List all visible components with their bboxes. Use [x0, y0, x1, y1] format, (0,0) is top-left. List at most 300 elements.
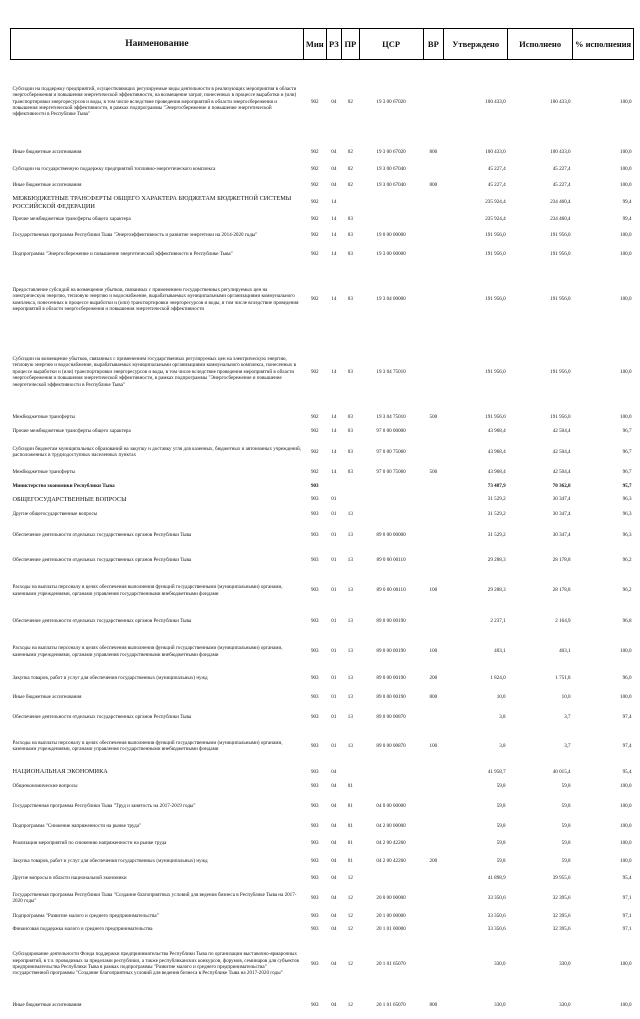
cell-rz: 04: [331, 913, 337, 920]
cell-rz: 01: [331, 693, 337, 700]
cell-pr: 13: [347, 675, 353, 682]
cell-name: Министерство экономики Республики Тыва: [12, 482, 115, 489]
cell-percent: 100,0: [620, 858, 632, 865]
table-row: [11, 609, 634, 634]
cell-approved: 59,8: [496, 858, 506, 865]
cell-pr: 12: [347, 926, 353, 933]
cell-executed: 2 164,9: [555, 617, 571, 624]
cell-pr: 03: [347, 413, 353, 420]
cell-pr: 01: [347, 839, 353, 846]
cell-executed: 59,8: [561, 839, 571, 846]
cell-min: 902: [310, 216, 319, 223]
cell-executed: 10,0: [561, 693, 571, 700]
cell-executed: 100 433,0: [550, 98, 571, 105]
cell-rz: 04: [331, 768, 337, 775]
table-body: [11, 60, 634, 1019]
cell-rz: 01: [331, 675, 337, 682]
cell-approved: 2 237,1: [490, 617, 506, 624]
cell-name: Государственная программа Республики Тыва "Труд и занятость на 2017-2019 годы": [12, 802, 196, 809]
cell-pr: [342, 193, 360, 213]
cell-csr: 89 0 00 00870: [376, 742, 406, 749]
cell-executed: 32 395,6: [552, 926, 571, 933]
table-row: [11, 244, 634, 265]
cell-min: 903: [310, 822, 319, 829]
cell-executed: 3,7: [564, 713, 571, 720]
cell-min: 903: [310, 617, 319, 624]
cell-name: Иные бюджетные ассигнования: [12, 1001, 82, 1008]
cell-vr: 200: [429, 858, 438, 865]
table-row: [11, 265, 634, 335]
table-row: [11, 573, 634, 609]
cell-executed: 234 460,4: [550, 216, 571, 223]
cell-approved: 41 958,7: [487, 768, 506, 775]
cell-pr: 13: [347, 648, 353, 655]
cell-vr: 800: [429, 693, 438, 700]
cell-percent: 97,1: [622, 926, 632, 933]
cell-vr: [423, 886, 444, 911]
cell-min: 902: [310, 469, 319, 476]
cell-vr: [423, 493, 444, 507]
col-header-pr: ПР: [342, 29, 360, 60]
cell-csr: 89 0 00 00000: [376, 531, 406, 538]
cell-executed: 39 955,6: [552, 874, 571, 881]
cell-csr: 20 1 01 00000: [376, 926, 406, 933]
cell-min: 903: [310, 531, 319, 538]
cell-vr: [423, 765, 444, 780]
cell-vr: 800: [429, 1001, 438, 1008]
cell-csr: 19 3 00 67020: [376, 98, 406, 105]
cell-csr: 20 1 01 65070: [376, 960, 406, 967]
cell-percent: 99,4: [622, 216, 632, 223]
cell-min: 902: [310, 231, 319, 238]
cell-pr: 03: [347, 216, 353, 223]
table-row: [11, 335, 634, 410]
cell-approved: 43 968,4: [487, 448, 506, 455]
cell-name: Государственная программа Республики Тыва "Создание благоприятных условий для ведения бизнеса в Республике Тыва на 2017-2020 годы": [12, 891, 297, 904]
cell-name: Государственная программа Республики Тыва "Энергоэффективность и развитие энергетики на 2014-2020 годы": [12, 231, 258, 238]
cell-percent: 100,0: [620, 165, 632, 172]
cell-approved: 45 227,4: [487, 181, 506, 188]
cell-name: Субсидирование деятельности Фонда поддержки предпринимательства Республики Тыва по организации выставочно-ярмарочных мероприятий, в т.ч. проводимых за пределами республики, а также республиканских конкурсов, форумов, семинаров для субъектов предпринимательства Республики Тыва в рамках подпрограммы "Развитие малого и среднего предпринимательства" государственной программы "Создание благоприятных условий для ведения бизнеса в Республике Тыва на 2017-2020 годы": [12, 951, 299, 977]
cell-min: 902: [310, 368, 319, 375]
cell-vr: [423, 227, 444, 244]
cell-rz: 04: [331, 181, 337, 188]
cell-name: Субсидии бюджетам муниципальных образований на закупку и доставку угля для казенных, бюджетных и автономных учреждений, расположенных в труднодоступных населенных пунктах: [12, 445, 302, 458]
cell-percent: 100,0: [620, 802, 632, 809]
col-header-min: Мин: [303, 29, 326, 60]
cell-executed: 191 956,0: [550, 413, 571, 420]
cell-approved: 59,8: [496, 822, 506, 829]
cell-approved: 59,8: [496, 802, 506, 809]
cell-vr: [423, 609, 444, 634]
cell-executed: 59,8: [561, 858, 571, 865]
cell-percent: 96,7: [622, 448, 632, 455]
cell-pr: 03: [347, 296, 353, 303]
cell-rz: 14: [331, 428, 337, 435]
cell-approved: 191 956,0: [485, 231, 506, 238]
cell-pr: 03: [347, 231, 353, 238]
cell-executed: 59,8: [561, 822, 571, 829]
cell-name: Закупка товаров, работ и услуг для обеспечения государственных (муниципальных) нужд: [12, 858, 208, 865]
cell-pr: 13: [347, 713, 353, 720]
cell-vr: [423, 193, 444, 213]
cell-executed: 70 362,8: [552, 482, 571, 489]
cell-percent: 96,3: [622, 511, 632, 518]
table-row: [11, 410, 634, 425]
table-row: [11, 213, 634, 227]
table-row: [11, 523, 634, 548]
cell-vr: [423, 819, 444, 834]
cell-csr: 19 3 00 67020: [376, 148, 406, 155]
cell-csr: 19 3 04 00000: [376, 296, 406, 303]
table-row: [11, 493, 634, 507]
cell-vr: 100: [429, 648, 438, 655]
cell-csr: [359, 507, 423, 523]
cell-csr: [359, 780, 423, 794]
table-row: [11, 507, 634, 523]
cell-executed: 100 433,0: [550, 148, 571, 155]
cell-pr: [342, 493, 360, 507]
cell-executed: 1 751,8: [555, 675, 571, 682]
cell-executed: 191 956,0: [550, 231, 571, 238]
cell-vr: [423, 480, 444, 493]
cell-pr: 12: [347, 913, 353, 920]
cell-rz: 14: [331, 413, 337, 420]
cell-min: 903: [310, 742, 319, 749]
col-header-csr: ЦСР: [359, 29, 423, 60]
cell-pr: [342, 765, 360, 780]
cell-approved: 59,8: [496, 839, 506, 846]
cell-executed: 59,8: [561, 802, 571, 809]
cell-executed: 3,7: [564, 742, 571, 749]
cell-name: Обеспечение деятельности отдельных государственных органов Республики Тыва: [12, 713, 192, 720]
cell-vr: 100: [429, 587, 438, 594]
cell-name: Финансовая поддержка малого и среднего предпринимательства: [12, 926, 153, 933]
cell-approved: 100 433,0: [485, 98, 506, 105]
cell-vr: [423, 335, 444, 410]
cell-executed: 30 347,4: [552, 531, 571, 538]
cell-pr: [342, 480, 360, 493]
cell-approved: 235 924,4: [485, 199, 506, 206]
cell-csr: 04 0 00 00000: [376, 802, 406, 809]
cell-name: Иные бюджетные ассигнования: [12, 181, 82, 188]
cell-pr: 13: [347, 742, 353, 749]
cell-vr: 800: [429, 181, 438, 188]
cell-name: ОБЩЕГОСУДАРСТВЕННЫЕ ВОПРОСЫ: [12, 495, 127, 503]
table-row: [11, 728, 634, 765]
cell-min: 903: [310, 802, 319, 809]
cell-rz: 04: [331, 874, 337, 881]
cell-approved: 45 227,4: [487, 165, 506, 172]
table-row: [11, 60, 634, 144]
cell-rz: 04: [331, 1001, 337, 1008]
cell-rz: 14: [331, 448, 337, 455]
table-row: [11, 853, 634, 871]
table-row: [11, 548, 634, 573]
table-row: [11, 161, 634, 178]
cell-rz: 01: [331, 511, 337, 518]
cell-name: Расходы на выплаты персоналу в целях обеспечения выполнения функций государственными (муниципальными) органами, казенными учреждениями, органами управления государственными внебюджетными фондами: [12, 645, 283, 658]
cell-percent: 100,0: [620, 1001, 632, 1008]
cell-vr: [423, 523, 444, 548]
cell-pr: 13: [347, 556, 353, 563]
cell-approved: 29 288,3: [487, 587, 506, 594]
cell-rz: 04: [331, 858, 337, 865]
cell-csr: 89 0 00 00190: [376, 693, 406, 700]
cell-name: Закупка товаров, работ и услуг для обеспечения государственных (муниципальных) нужд: [12, 675, 208, 682]
cell-vr: [423, 794, 444, 819]
cell-min: 902: [310, 413, 319, 420]
table-row: [11, 911, 634, 923]
cell-min: 902: [310, 428, 319, 435]
cell-percent: 97,1: [622, 913, 632, 920]
table-row: [11, 765, 634, 780]
cell-pr: 01: [347, 822, 353, 829]
cell-percent: 96,3: [622, 531, 632, 538]
cell-rz: 01: [331, 531, 337, 538]
cell-csr: 89 0 00 00110: [376, 556, 406, 563]
col-header-rz: РЗ: [326, 29, 341, 60]
cell-name: Подпрограмма "Энергосбережение и повышение энергетической эффективности в Республике Тыва": [12, 250, 233, 257]
cell-vr: 800: [429, 148, 438, 155]
cell-vr: 500: [429, 469, 438, 476]
cell-min: 903: [310, 482, 319, 489]
cell-pr: 03: [347, 428, 353, 435]
cell-name: Иные бюджетные ассигнования: [12, 148, 82, 155]
cell-name: Подпрограмма "Снижение напряженности на рынке труда": [12, 822, 142, 829]
cell-vr: [423, 548, 444, 573]
cell-vr: [423, 439, 444, 466]
cell-executed: 32 395,6: [552, 894, 571, 901]
cell-name: Прочие межбюджетные трансферты общего характера: [12, 428, 131, 435]
cell-pr: 13: [347, 587, 353, 594]
cell-executed: 28 178,8: [552, 556, 571, 563]
table-row: [11, 707, 634, 728]
cell-csr: 89 0 00 00190: [376, 675, 406, 682]
cell-approved: 43 968,4: [487, 469, 506, 476]
cell-pr: 03: [347, 250, 353, 257]
table-row: [11, 439, 634, 466]
cell-rz: 01: [331, 713, 337, 720]
cell-pr: 01: [347, 802, 353, 809]
cell-rz: 14: [331, 216, 337, 223]
cell-vr: [423, 244, 444, 265]
cell-approved: 191 956,0: [485, 250, 506, 257]
cell-name: Обеспечение деятельности отдельных государственных органов Республики Тыва: [12, 531, 192, 538]
cell-name: Расходы на выплаты персоналу в целях обеспечения выполнения функций государственными (муниципальными) органами, казенными учреждениями, органами управления государственными внебюджетными фондами: [12, 739, 283, 752]
cell-percent: 100,0: [620, 960, 632, 967]
cell-pr: 03: [347, 368, 353, 375]
cell-csr: 04 2 00 42260: [376, 839, 406, 846]
cell-name: Подпрограмма "Развитие малого и среднего предпринимательства": [12, 913, 159, 920]
cell-csr: 19 3 04 75010: [376, 413, 406, 420]
cell-csr: 89 0 00 00190: [376, 648, 406, 655]
cell-vr: [423, 425, 444, 439]
cell-min: 902: [310, 98, 319, 105]
cell-percent: 97,4: [622, 742, 632, 749]
cell-vr: [423, 707, 444, 728]
cell-min: 903: [310, 768, 319, 775]
cell-csr: 97 0 00 75060: [376, 448, 406, 455]
col-header-executed: Исполнено: [508, 29, 573, 60]
cell-min: 903: [310, 839, 319, 846]
cell-min: 903: [310, 858, 319, 865]
cell-vr: [423, 923, 444, 937]
cell-executed: 42 504,4: [552, 428, 571, 435]
cell-rz: 14: [331, 231, 337, 238]
cell-rz: [326, 480, 341, 493]
cell-approved: 100 433,0: [485, 148, 506, 155]
cell-pr: 02: [347, 181, 353, 188]
cell-executed: 191 956,0: [550, 250, 571, 257]
cell-name: Иные бюджетные ассигнования: [12, 693, 82, 700]
cell-min: 903: [310, 1001, 319, 1008]
cell-percent: 97,1: [622, 894, 632, 901]
cell-vr: [423, 871, 444, 886]
cell-percent: 95,4: [622, 768, 632, 775]
cell-csr: [359, 765, 423, 780]
cell-approved: 43 968,4: [487, 428, 506, 435]
cell-min: 903: [310, 960, 319, 967]
table-row: [11, 634, 634, 670]
cell-percent: 100,0: [620, 250, 632, 257]
table-row: [11, 834, 634, 853]
cell-percent: 100,0: [620, 368, 632, 375]
cell-approved: 403,1: [494, 648, 506, 655]
cell-csr: 19 3 00 67040: [376, 181, 406, 188]
cell-executed: 30 347,4: [552, 511, 571, 518]
cell-percent: 96,2: [622, 556, 632, 563]
cell-approved: 191 956,0: [485, 368, 506, 375]
cell-executed: 45 227,4: [552, 165, 571, 172]
table-row: [11, 923, 634, 937]
cell-percent: 96,3: [622, 496, 632, 503]
table-row: [11, 794, 634, 819]
cell-approved: 41 898,9: [487, 874, 506, 881]
table-row: [11, 480, 634, 493]
cell-name: Субсидии на государственную поддержку предприятий топливно-энергетического комплекса: [12, 165, 216, 172]
cell-csr: [359, 871, 423, 886]
table-row: [11, 819, 634, 834]
cell-min: 903: [310, 713, 319, 720]
cell-percent: 100,0: [620, 181, 632, 188]
cell-approved: 31 529,2: [487, 511, 506, 518]
cell-executed: 28 178,8: [552, 587, 571, 594]
table-row: [11, 992, 634, 1019]
cell-rz: 14: [331, 469, 337, 476]
cell-percent: 99,4: [622, 199, 632, 206]
col-header-approved: Утверждено: [444, 29, 508, 60]
table-row: [11, 193, 634, 213]
cell-name: НАЦИОНАЛЬНАЯ ЭКОНОМИКА: [12, 768, 108, 776]
cell-approved: 10,0: [496, 693, 506, 700]
cell-executed: 191 956,0: [550, 368, 571, 375]
cell-csr: [359, 213, 423, 227]
table-row: [11, 871, 634, 886]
cell-csr: 04 2 00 00000: [376, 822, 406, 829]
cell-approved: 59,8: [496, 783, 506, 790]
cell-approved: 235 924,4: [485, 216, 506, 223]
cell-min: 903: [310, 675, 319, 682]
cell-csr: 20 1 00 00000: [376, 913, 406, 920]
cell-min: 903: [310, 587, 319, 594]
table-row: [11, 780, 634, 794]
cell-approved: 191 956,0: [485, 296, 506, 303]
cell-approved: 3,8: [499, 742, 506, 749]
cell-name: Обеспечение деятельности отдельных государственных органов Республики Тыва: [12, 556, 192, 563]
col-header-percent: % исполнения: [573, 29, 634, 60]
cell-csr: 97 0 00 75060: [376, 469, 406, 476]
cell-pr: 13: [347, 531, 353, 538]
cell-csr: [359, 480, 423, 493]
cell-approved: 3,8: [499, 713, 506, 720]
cell-approved: 33 350,6: [487, 913, 506, 920]
cell-name: Прочие межбюджетные трансферты общего характера: [12, 216, 131, 223]
cell-executed: 42 504,4: [552, 448, 571, 455]
cell-executed: 234 460,4: [550, 199, 571, 206]
col-header-name: Наименование: [11, 29, 304, 60]
cell-csr: 89 0 00 00870: [376, 713, 406, 720]
cell-vr: [423, 265, 444, 335]
table-row: [11, 144, 634, 161]
cell-executed: 191 956,0: [550, 296, 571, 303]
cell-rz: 04: [331, 148, 337, 155]
cell-approved: 29 288,3: [487, 556, 506, 563]
cell-approved: 31 529,2: [487, 496, 506, 503]
cell-name: Обеспечение деятельности отдельных государственных органов Республики Тыва: [12, 617, 192, 624]
table-row: [11, 886, 634, 911]
cell-pr: 01: [347, 858, 353, 865]
cell-vr: [423, 213, 444, 227]
cell-percent: 100,0: [620, 98, 632, 105]
cell-pr: 03: [347, 448, 353, 455]
cell-name: Межбюджетные трансферты: [12, 469, 75, 476]
cell-csr: 20 1 01 65070: [376, 1001, 406, 1008]
cell-vr: [423, 911, 444, 923]
cell-percent: 96,0: [622, 675, 632, 682]
cell-rz: 01: [331, 496, 337, 503]
cell-min: 902: [310, 250, 319, 257]
cell-rz: 04: [331, 839, 337, 846]
cell-name: Другие общегосударственные вопросы: [12, 511, 98, 518]
cell-approved: 73 487,9: [487, 482, 506, 489]
cell-min: 902: [310, 181, 319, 188]
budget-execution-table: [10, 28, 634, 1019]
cell-rz: 04: [331, 926, 337, 933]
cell-executed: 330,0: [559, 1001, 571, 1008]
cell-csr: [359, 193, 423, 213]
cell-rz: 04: [331, 894, 337, 901]
cell-rz: 14: [331, 368, 337, 375]
cell-min: 903: [310, 913, 319, 920]
cell-rz: 04: [331, 783, 337, 790]
cell-executed: 30 347,4: [552, 496, 571, 503]
cell-rz: 04: [331, 822, 337, 829]
table-row: [11, 466, 634, 480]
cell-min: 903: [310, 783, 319, 790]
cell-pr: 12: [347, 874, 353, 881]
cell-percent: 100,0: [620, 231, 632, 238]
cell-vr: [423, 834, 444, 853]
cell-min: 903: [310, 693, 319, 700]
cell-executed: 40 015,4: [552, 768, 571, 775]
cell-csr: 04 2 00 42260: [376, 858, 406, 865]
cell-name: Предоставление субсидий на возмещение убытков, связанных с применением государственных регулируемых цен на электрическую энергию, тепловую энергию и водоснабжение, вырабатываемых муниципальными организациями коммунального комплекса, понесенных в процессе выработки и (или) транспортировки энергоресурсов и воды, в том числе вследствие проведения мероприятий в области энергосбережения и повышения энергетической эффективности: [12, 286, 299, 312]
cell-approved: 1 824,0: [490, 675, 506, 682]
cell-min: 902: [310, 296, 319, 303]
table-row: [11, 688, 634, 707]
cell-name: Межбюджетные трансферты: [12, 413, 75, 420]
